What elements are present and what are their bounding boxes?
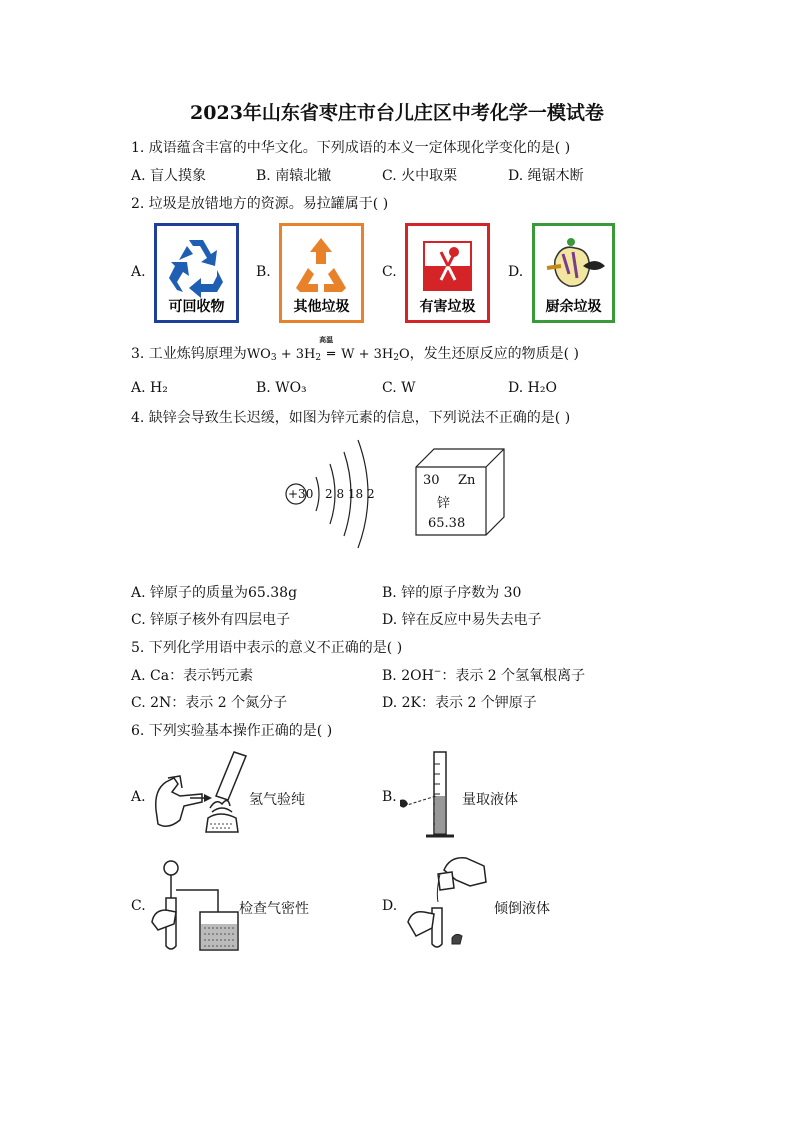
- element-atomic-mass: 65.38: [428, 516, 466, 531]
- bin-label-kitchen: 厨余垃圾: [545, 299, 602, 315]
- q5-option-d: D. 2K：表示 2 个钾原子: [382, 695, 537, 711]
- q4-option-c: C. 锌原子核外有四层电子: [131, 612, 291, 628]
- q5-option-b: B. 2OH−：表示 2 个氢氧根离子: [382, 667, 586, 684]
- question-2-stem: 2. 垃圾是放错地方的资源。易拉罐属于( ): [131, 196, 389, 212]
- hazardous-symbol-icon: [408, 230, 487, 300]
- other-waste-bin-icon: [279, 223, 364, 323]
- q3-stem-suffix: ，发生还原反应的物质是( ): [409, 346, 579, 362]
- element-symbol: Zn: [458, 473, 476, 488]
- hydrogen-purity-test-illustration: [150, 748, 250, 843]
- q6-caption-c: 检查气密性: [239, 901, 309, 917]
- q4-option-a: A. 锌原子的质量为65.38g: [131, 585, 298, 601]
- q3-option-c: C. W: [382, 380, 416, 396]
- q1-option-a: A. 盲人摸象: [131, 168, 207, 184]
- q5-option-c: C. 2N：表示 2 个氮分子: [131, 695, 288, 711]
- pouring-liquid-illustration: [404, 852, 494, 952]
- q6-option-d: D.: [382, 898, 398, 914]
- q1-option-d: D. 绳锯木断: [508, 168, 584, 184]
- page-title: 2023年山东省枣庄市台儿庄区中考化学一模试卷: [190, 102, 604, 124]
- q6-option-a: A.: [131, 789, 146, 805]
- measuring-liquid-illustration: [396, 748, 458, 843]
- bin-label-other: 其他垃圾: [293, 299, 350, 315]
- q6-option-b: B.: [382, 789, 397, 805]
- recyclable-bin-icon: [154, 223, 239, 323]
- reaction-arrow: 高温 ═: [319, 335, 335, 362]
- element-atomic-number: 30: [423, 473, 440, 488]
- element-name: 锌: [437, 496, 451, 511]
- q4-option-b: B. 锌的原子序数为 30: [382, 585, 522, 601]
- q6-caption-d: 倾倒液体: [494, 901, 550, 917]
- q3-option-b: B. WO₃: [256, 380, 307, 396]
- question-5-stem: 5. 下列化学用语中表示的意义不正确的是( ): [131, 640, 403, 656]
- question-3-stem: [131, 335, 579, 363]
- q3-option-a: A. H₂: [131, 380, 168, 396]
- kitchen-waste-symbol-icon: [535, 230, 612, 300]
- q3-equation: $WO_3 + 3H_2$ 高温 ═ $W + 3H_2O$: [246, 335, 410, 363]
- question-4-stem: 4. 缺锌会导致生长迟缓，如图为锌元素的信息，下列说法不正确的是( ): [131, 410, 571, 426]
- q5-option-a: A. Ca：表示钙元素: [131, 668, 254, 684]
- q3-option-d: D. H₂O: [508, 380, 557, 396]
- bin-label-hazardous: 有害垃圾: [419, 299, 476, 315]
- q1-option-b: B. 南辕北辙: [256, 168, 332, 184]
- atom-nucleus-charge: +30: [288, 487, 314, 501]
- bin-label-recyclable: 可回收物: [168, 299, 225, 315]
- airtightness-check-illustration: [148, 858, 240, 953]
- reaction-condition: 高温: [319, 335, 334, 344]
- q6-option-c: C.: [131, 898, 146, 914]
- kitchen-waste-bin-icon: [532, 223, 615, 323]
- q6-caption-a: 氢气验纯: [249, 792, 305, 808]
- q2-option-b: B.: [256, 264, 271, 280]
- q4-option-d: D. 锌在反应中易失去电子: [382, 612, 542, 628]
- q1-option-c: C. 火中取栗: [382, 168, 458, 184]
- q2-option-c: C.: [382, 264, 397, 280]
- question-6-stem: 6. 下列实验基本操作正确的是( ): [131, 723, 333, 739]
- recycle-icon: [157, 230, 236, 300]
- q2-option-a: A.: [131, 264, 146, 280]
- q2-option-d: D.: [508, 264, 524, 280]
- q6-caption-b: 量取液体: [462, 792, 518, 808]
- question-1-stem: 1. 成语蕴含丰富的中华文化。下列成语的本义一定体现化学变化的是( ): [131, 140, 571, 156]
- q3-stem-prefix: 3. 工业炼钨原理为: [131, 346, 247, 362]
- atom-electron-shells: 2 8 18 2: [325, 487, 375, 501]
- hazardous-bin-icon: [405, 223, 490, 323]
- other-waste-symbol-icon: [282, 230, 361, 300]
